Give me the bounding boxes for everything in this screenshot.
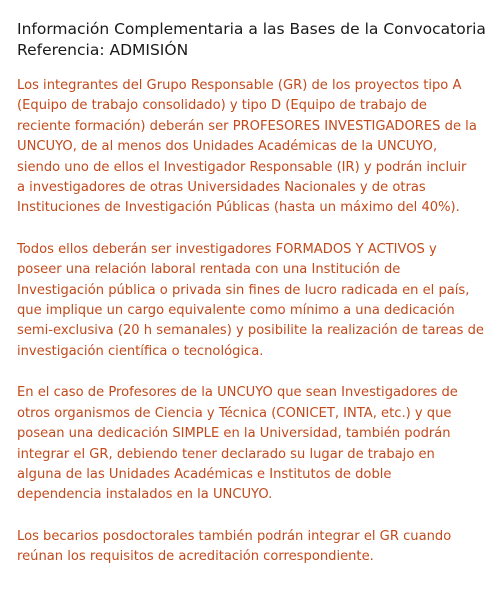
text-line: posean una dedicación SIMPLE en la Universidad, también podrán bbox=[17, 426, 451, 442]
text-line: dependencia instalados en la UNCUYO. bbox=[17, 487, 273, 503]
text-line: En el caso de Profesores de la UNCUYO que sean Investigadores de bbox=[17, 385, 458, 401]
text-line: Instituciones de Investigación Públicas (hasta un máximo del 40%). bbox=[17, 200, 460, 216]
text-line: alguna de las Unidades Académicas e Institutos de doble bbox=[17, 466, 392, 482]
text-line: siendo uno de ellos el Investigador Responsable (IR) y podrán incluir bbox=[17, 159, 467, 175]
paragraph-becarios bbox=[17, 527, 480, 568]
text-line: reciente formación) deberán ser PROFESORES INVESTIGADORES de la bbox=[17, 118, 477, 134]
text-line: poseer una relación laboral rentada con una Institución de bbox=[17, 262, 401, 278]
text-line: a investigadores de otras Universidades Nacionales y de otras bbox=[17, 180, 426, 196]
text-line: integrar el GR, debiendo tener declarado su lugar de trabajo en bbox=[17, 446, 435, 462]
title-line-2: Referencia: ADMISIÓN bbox=[17, 41, 189, 59]
title-line-1: Información Complementaria a las Bases de la Convocatoria bbox=[17, 20, 486, 38]
text-line: Investigación pública o privada sin fines de lucro radicada en el país, bbox=[17, 282, 470, 298]
text-line: semi-exclusiva (20 h semanales) y posibilite la realización de tareas de bbox=[17, 323, 484, 339]
text-line: reúnan los requisitos de acreditación correspondiente. bbox=[17, 549, 374, 565]
text-line: otros organismos de Ciencia y Técnica (CONICET, INTA, etc.) y que bbox=[17, 405, 452, 421]
text-line: que implique un cargo equivalente como mínimo a una dedicación bbox=[17, 303, 455, 319]
paragraph-investigadores-formados bbox=[17, 240, 484, 362]
text-line: UNCUYO, de al menos dos Unidades Académicas de la UNCUYO, bbox=[17, 139, 438, 155]
text-line: Los integrantes del Grupo Responsable (GR) de los proyectos tipo A bbox=[17, 78, 462, 93]
text-line: Todos ellos deberán ser investigadores FORMADOS Y ACTIVOS y bbox=[17, 241, 437, 257]
paragraph-group-responsable bbox=[17, 76, 480, 219]
document-title bbox=[17, 19, 486, 61]
text-line: (Equipo de trabajo consolidado) y tipo D (Equipo de trabajo de bbox=[17, 98, 427, 114]
text-line: investigación científica o tecnológica. bbox=[17, 343, 264, 359]
text-line: Los becarios posdoctorales también podrán integrar el GR cuando bbox=[17, 528, 452, 544]
paragraph-profesores-conicet bbox=[17, 383, 480, 505]
